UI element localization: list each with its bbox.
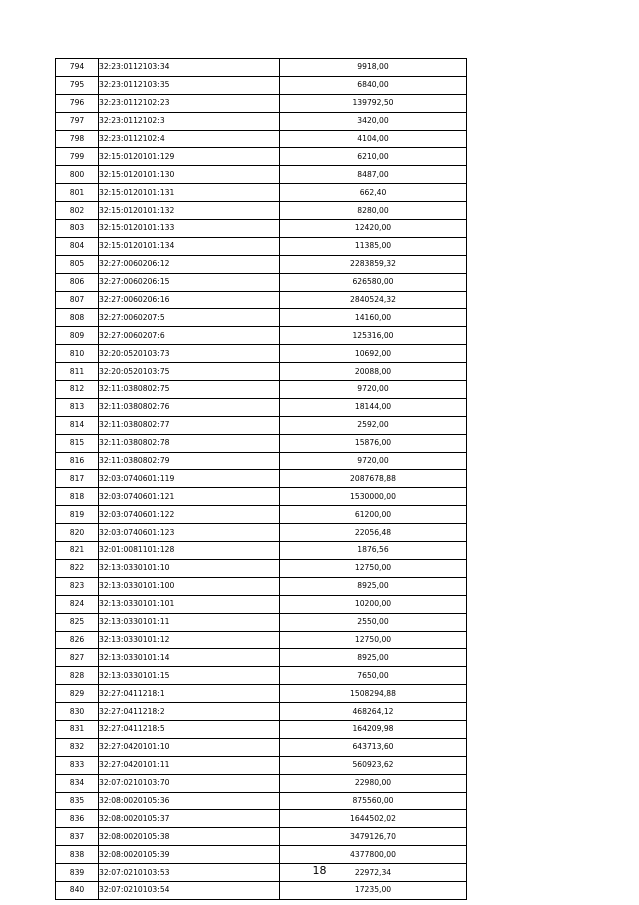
row-number-cell: 809 xyxy=(56,327,99,345)
cadastral-number-cell: 32:27:0060206:12 xyxy=(99,255,280,273)
table-row xyxy=(56,202,467,220)
table-row xyxy=(56,452,467,470)
table-row xyxy=(56,685,467,703)
cadastral-number-cell: 32:13:0330101:14 xyxy=(99,649,280,667)
table-row xyxy=(56,112,467,130)
value-cell: 61200,00 xyxy=(280,506,467,524)
table-row xyxy=(56,667,467,685)
table-row xyxy=(56,631,467,649)
table-row xyxy=(56,488,467,506)
value-cell: 643713,60 xyxy=(280,738,467,756)
row-number-cell: 829 xyxy=(56,685,99,703)
cadastral-number-cell: 32:15:0120101:132 xyxy=(99,202,280,220)
row-number-cell: 811 xyxy=(56,363,99,381)
value-cell: 8925,00 xyxy=(280,649,467,667)
row-number-cell: 824 xyxy=(56,595,99,613)
value-cell: 1508294,88 xyxy=(280,685,467,703)
table-row xyxy=(56,470,467,488)
table-row xyxy=(56,506,467,524)
table-row xyxy=(56,703,467,721)
table-row xyxy=(56,756,467,774)
value-cell: 11385,00 xyxy=(280,237,467,255)
cadastral-number-cell: 32:13:0330101:10 xyxy=(99,559,280,577)
cadastral-number-cell: 32:08:0020105:38 xyxy=(99,828,280,846)
value-cell: 139792,50 xyxy=(280,94,467,112)
value-cell: 20088,00 xyxy=(280,363,467,381)
value-cell: 22972,34 xyxy=(280,864,467,882)
cadastral-number-cell: 32:07:0210103:70 xyxy=(99,774,280,792)
table-row xyxy=(56,398,467,416)
table-row xyxy=(56,273,467,291)
row-number-cell: 821 xyxy=(56,542,99,560)
row-number-cell: 831 xyxy=(56,720,99,738)
table-row xyxy=(56,828,467,846)
row-number-cell: 803 xyxy=(56,220,99,238)
row-number-cell: 794 xyxy=(56,59,99,77)
value-cell: 22056,48 xyxy=(280,524,467,542)
document-page xyxy=(55,58,467,900)
row-number-cell: 838 xyxy=(56,846,99,864)
table-row xyxy=(56,345,467,363)
cadastral-number-cell: 32:15:0120101:133 xyxy=(99,220,280,238)
cadastral-number-cell: 32:27:0411218:1 xyxy=(99,685,280,703)
table-row xyxy=(56,94,467,112)
cadastral-number-cell: 32:27:0060207:6 xyxy=(99,327,280,345)
cadastral-number-cell: 32:27:0420101:10 xyxy=(99,738,280,756)
cadastral-number-cell: 32:11:0380802:76 xyxy=(99,398,280,416)
table-body xyxy=(56,59,467,900)
row-number-cell: 814 xyxy=(56,416,99,434)
value-cell: 2592,00 xyxy=(280,416,467,434)
cadastral-number-cell: 32:08:0020105:36 xyxy=(99,792,280,810)
cadastral-number-cell: 32:03:0740601:121 xyxy=(99,488,280,506)
value-cell: 15876,00 xyxy=(280,434,467,452)
value-cell: 4377800,00 xyxy=(280,846,467,864)
cadastral-number-cell: 32:15:0120101:134 xyxy=(99,237,280,255)
row-number-cell: 822 xyxy=(56,559,99,577)
table-row xyxy=(56,846,467,864)
cadastral-number-cell: 32:11:0380802:75 xyxy=(99,381,280,399)
value-cell: 560923,62 xyxy=(280,756,467,774)
row-number-cell: 801 xyxy=(56,184,99,202)
value-cell: 2840524,32 xyxy=(280,291,467,309)
row-number-cell: 826 xyxy=(56,631,99,649)
row-number-cell: 813 xyxy=(56,398,99,416)
table-row xyxy=(56,738,467,756)
table-row xyxy=(56,148,467,166)
cadastral-number-cell: 32:11:0380802:77 xyxy=(99,416,280,434)
row-number-cell: 834 xyxy=(56,774,99,792)
cadastral-number-cell: 32:15:0120101:130 xyxy=(99,166,280,184)
row-number-cell: 828 xyxy=(56,667,99,685)
cadastral-number-cell: 32:13:0330101:11 xyxy=(99,613,280,631)
cadastral-number-cell: 32:15:0120101:131 xyxy=(99,184,280,202)
row-number-cell: 819 xyxy=(56,506,99,524)
table-row xyxy=(56,774,467,792)
table-row xyxy=(56,559,467,577)
table-row xyxy=(56,309,467,327)
data-table xyxy=(55,58,467,900)
table-row xyxy=(56,434,467,452)
value-cell: 9720,00 xyxy=(280,381,467,399)
row-number-cell: 806 xyxy=(56,273,99,291)
table-row xyxy=(56,327,467,345)
table-row xyxy=(56,255,467,273)
value-cell: 14160,00 xyxy=(280,309,467,327)
row-number-cell: 825 xyxy=(56,613,99,631)
value-cell: 468264,12 xyxy=(280,703,467,721)
table-row xyxy=(56,613,467,631)
cadastral-number-cell: 32:11:0380802:79 xyxy=(99,452,280,470)
cadastral-number-cell: 32:20:0520103:73 xyxy=(99,345,280,363)
row-number-cell: 812 xyxy=(56,381,99,399)
cadastral-number-cell: 32:03:0740601:122 xyxy=(99,506,280,524)
cadastral-number-cell: 32:23:0112103:35 xyxy=(99,76,280,94)
table-row xyxy=(56,130,467,148)
cadastral-number-cell: 32:08:0020105:37 xyxy=(99,810,280,828)
table-row xyxy=(56,542,467,560)
value-cell: 10200,00 xyxy=(280,595,467,613)
cadastral-number-cell: 32:27:0411218:2 xyxy=(99,703,280,721)
table-row xyxy=(56,881,467,899)
cadastral-number-cell: 32:27:0411218:5 xyxy=(99,720,280,738)
value-cell: 2087678,88 xyxy=(280,470,467,488)
value-cell: 1530000,00 xyxy=(280,488,467,506)
value-cell: 8925,00 xyxy=(280,577,467,595)
table-row xyxy=(56,810,467,828)
value-cell: 7650,00 xyxy=(280,667,467,685)
table-row xyxy=(56,381,467,399)
cadastral-number-cell: 32:15:0120101:129 xyxy=(99,148,280,166)
table-row xyxy=(56,184,467,202)
row-number-cell: 799 xyxy=(56,148,99,166)
page-number: 18 xyxy=(312,864,327,877)
value-cell: 12750,00 xyxy=(280,631,467,649)
value-cell: 2283859,32 xyxy=(280,255,467,273)
cadastral-number-cell: 32:13:0330101:100 xyxy=(99,577,280,595)
row-number-cell: 832 xyxy=(56,738,99,756)
value-cell: 18144,00 xyxy=(280,398,467,416)
table-row xyxy=(56,59,467,77)
value-cell: 125316,00 xyxy=(280,327,467,345)
row-number-cell: 810 xyxy=(56,345,99,363)
cadastral-number-cell: 32:27:0060206:16 xyxy=(99,291,280,309)
value-cell: 662,40 xyxy=(280,184,467,202)
value-cell: 875560,00 xyxy=(280,792,467,810)
value-cell: 8487,00 xyxy=(280,166,467,184)
table-row xyxy=(56,720,467,738)
value-cell: 10692,00 xyxy=(280,345,467,363)
value-cell: 3420,00 xyxy=(280,112,467,130)
cadastral-number-cell: 32:01:0081101:128 xyxy=(99,542,280,560)
row-number-cell: 816 xyxy=(56,452,99,470)
value-cell: 9720,00 xyxy=(280,452,467,470)
table-row xyxy=(56,291,467,309)
row-number-cell: 836 xyxy=(56,810,99,828)
table-row xyxy=(56,220,467,238)
row-number-cell: 797 xyxy=(56,112,99,130)
row-number-cell: 833 xyxy=(56,756,99,774)
row-number-cell: 804 xyxy=(56,237,99,255)
value-cell: 22980,00 xyxy=(280,774,467,792)
row-number-cell: 798 xyxy=(56,130,99,148)
value-cell: 2550,00 xyxy=(280,613,467,631)
row-number-cell: 805 xyxy=(56,255,99,273)
row-number-cell: 827 xyxy=(56,649,99,667)
value-cell: 1644502,02 xyxy=(280,810,467,828)
table-row xyxy=(56,524,467,542)
cadastral-number-cell: 32:27:0060207:5 xyxy=(99,309,280,327)
row-number-cell: 823 xyxy=(56,577,99,595)
table-row xyxy=(56,166,467,184)
cadastral-number-cell: 32:27:0060206:15 xyxy=(99,273,280,291)
table-row xyxy=(56,76,467,94)
row-number-cell: 839 xyxy=(56,864,99,882)
cadastral-number-cell: 32:07:0210103:54 xyxy=(99,881,280,899)
row-number-cell: 817 xyxy=(56,470,99,488)
value-cell: 9918,00 xyxy=(280,59,467,77)
row-number-cell: 840 xyxy=(56,881,99,899)
cadastral-number-cell: 32:11:0380802:78 xyxy=(99,434,280,452)
cadastral-number-cell: 32:23:0112102:4 xyxy=(99,130,280,148)
cadastral-number-cell: 32:27:0420101:11 xyxy=(99,756,280,774)
cadastral-number-cell: 32:03:0740601:123 xyxy=(99,524,280,542)
row-number-cell: 820 xyxy=(56,524,99,542)
table-row xyxy=(56,577,467,595)
table-row xyxy=(56,416,467,434)
row-number-cell: 837 xyxy=(56,828,99,846)
value-cell: 17235,00 xyxy=(280,881,467,899)
value-cell: 4104,00 xyxy=(280,130,467,148)
cadastral-number-cell: 32:07:0210103:53 xyxy=(99,864,280,882)
value-cell: 1876,56 xyxy=(280,542,467,560)
table-row xyxy=(56,792,467,810)
row-number-cell: 796 xyxy=(56,94,99,112)
value-cell: 6210,00 xyxy=(280,148,467,166)
cadastral-number-cell: 32:23:0112103:34 xyxy=(99,59,280,77)
value-cell: 12750,00 xyxy=(280,559,467,577)
cadastral-number-cell: 32:08:0020105:39 xyxy=(99,846,280,864)
row-number-cell: 815 xyxy=(56,434,99,452)
table-row xyxy=(56,237,467,255)
row-number-cell: 795 xyxy=(56,76,99,94)
row-number-cell: 835 xyxy=(56,792,99,810)
row-number-cell: 830 xyxy=(56,703,99,721)
row-number-cell: 807 xyxy=(56,291,99,309)
row-number-cell: 800 xyxy=(56,166,99,184)
cadastral-number-cell: 32:20:0520103:75 xyxy=(99,363,280,381)
value-cell: 8280,00 xyxy=(280,202,467,220)
cadastral-number-cell: 32:23:0112102:23 xyxy=(99,94,280,112)
value-cell: 626580,00 xyxy=(280,273,467,291)
value-cell: 164209,98 xyxy=(280,720,467,738)
value-cell: 3479126,70 xyxy=(280,828,467,846)
value-cell: 6840,00 xyxy=(280,76,467,94)
cadastral-number-cell: 32:23:0112102:3 xyxy=(99,112,280,130)
table-row xyxy=(56,363,467,381)
row-number-cell: 808 xyxy=(56,309,99,327)
cadastral-number-cell: 32:03:0740601:119 xyxy=(99,470,280,488)
row-number-cell: 818 xyxy=(56,488,99,506)
cadastral-number-cell: 32:13:0330101:12 xyxy=(99,631,280,649)
table-row xyxy=(56,649,467,667)
cadastral-number-cell: 32:13:0330101:15 xyxy=(99,667,280,685)
row-number-cell: 802 xyxy=(56,202,99,220)
cadastral-number-cell: 32:13:0330101:101 xyxy=(99,595,280,613)
table-row xyxy=(56,595,467,613)
value-cell: 12420,00 xyxy=(280,220,467,238)
